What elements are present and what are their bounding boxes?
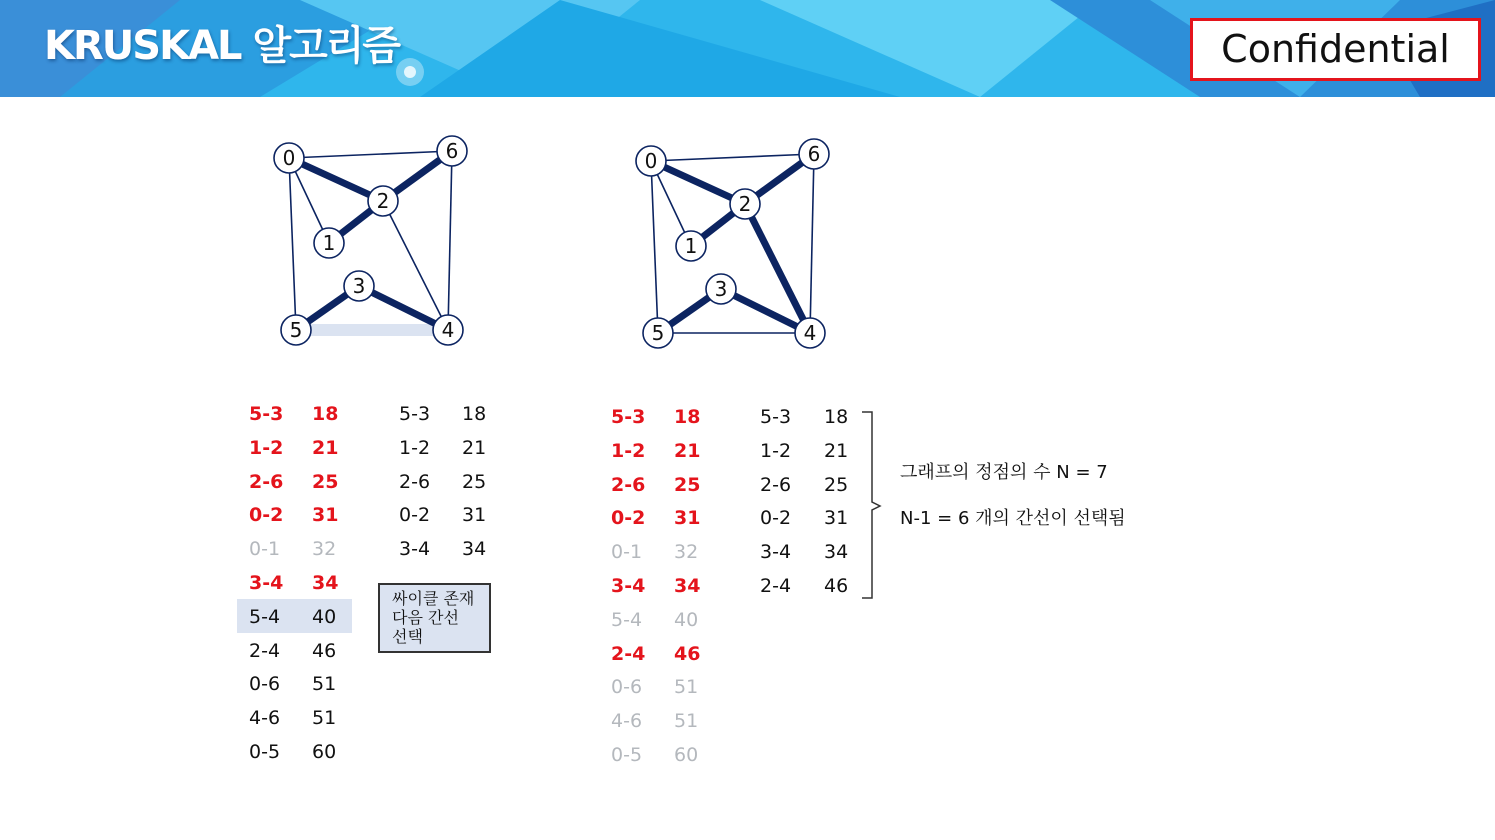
- edge-label: 4-6: [611, 710, 643, 733]
- edge-0-6: [651, 154, 814, 161]
- node-label-1: 1: [684, 234, 698, 258]
- right-bracket: [860, 410, 886, 602]
- edge-weight: 31: [674, 507, 701, 530]
- edge-weight: 21: [824, 439, 849, 462]
- edge-6-4: [810, 154, 814, 333]
- cycle-note-line: 다음 간선: [392, 608, 459, 627]
- edge-weight: 40: [674, 608, 699, 631]
- edge-label: 4-6: [249, 707, 281, 730]
- edge-weight: 25: [824, 473, 849, 496]
- edge-label: 0-2: [249, 504, 284, 527]
- node-label-3: 3: [714, 277, 728, 301]
- edge-weight: 21: [674, 439, 701, 462]
- edge-0-6: [289, 151, 452, 158]
- edge-label: 2-4: [760, 575, 792, 597]
- edge-weight: 18: [462, 403, 487, 425]
- edge-weight: 51: [312, 673, 337, 696]
- node-label-5: 5: [651, 321, 665, 345]
- edge-weight: 34: [674, 575, 701, 597]
- edge-label: 0-2: [399, 504, 431, 527]
- node-label-1: 1: [322, 231, 336, 255]
- edge-label: 0-5: [249, 741, 281, 763]
- edge-label: 5-4: [249, 605, 281, 628]
- edge-label: 3-4: [249, 572, 284, 594]
- edge-weight: 46: [674, 642, 701, 665]
- page-title: KRUSKAL 알고리즘: [44, 23, 400, 69]
- vertex-count-text: 그래프의 정점의 수 N = 7: [900, 462, 1108, 483]
- edge-weight: 51: [674, 676, 699, 699]
- confidential-label: Confidential: [1190, 18, 1481, 81]
- edge-weight: 51: [312, 707, 337, 730]
- node-label-0: 0: [282, 146, 296, 170]
- edge-label: 0-2: [611, 507, 646, 530]
- edge-weight: 34: [824, 541, 849, 564]
- edge-label: 1-2: [249, 436, 284, 459]
- edge-6-4: [448, 151, 452, 330]
- cycle-note-line: 싸이클 존재: [392, 589, 475, 608]
- node-label-6: 6: [445, 139, 459, 163]
- node-label-5: 5: [289, 318, 303, 342]
- edge-weight: 60: [674, 744, 699, 766]
- edge-label: 3-4: [611, 575, 646, 597]
- edge-label: 2-4: [249, 639, 281, 662]
- edge-weight: 32: [312, 538, 337, 561]
- edge-weight: 31: [462, 504, 487, 527]
- edge-weight: 40: [312, 605, 337, 628]
- edge-weight: 21: [462, 436, 487, 459]
- edge-label: 5-3: [399, 403, 431, 425]
- edge-label: 3-4: [760, 541, 792, 564]
- edge-weight: 25: [462, 470, 487, 493]
- cycle-note: [378, 583, 491, 653]
- edge-weight: 21: [312, 436, 339, 459]
- edge-weight: 51: [674, 710, 699, 733]
- edge-label: 2-6: [249, 470, 284, 493]
- node-label-0: 0: [644, 149, 658, 173]
- edge-0-5: [289, 158, 296, 330]
- edge-label: 5-4: [611, 608, 643, 631]
- edge-weight: 46: [824, 575, 849, 597]
- node-label-2: 2: [738, 192, 752, 216]
- edge-label: 1-2: [611, 439, 646, 462]
- node-label-2: 2: [376, 189, 390, 213]
- node-label-4: 4: [803, 321, 817, 345]
- node-label-3: 3: [352, 274, 366, 298]
- edge-0-5: [651, 161, 658, 333]
- edge-label: 5-3: [611, 406, 646, 428]
- edge-label: 0-2: [760, 507, 792, 530]
- node-label-4: 4: [441, 318, 455, 342]
- edge-weight: 31: [824, 507, 849, 530]
- node-label-6: 6: [807, 142, 821, 166]
- edge-label: 2-6: [399, 470, 431, 493]
- edge-label: 0-6: [611, 676, 643, 699]
- edge-label: 0-1: [611, 541, 643, 564]
- edge-weight: 18: [674, 406, 701, 428]
- edge-weight: 34: [462, 538, 487, 561]
- edge-weight: 31: [312, 504, 339, 527]
- edge-weight: 60: [312, 741, 337, 763]
- edge-weight: 32: [674, 541, 699, 564]
- edge-label: 0-1: [249, 538, 281, 561]
- edge-label: 2-6: [611, 473, 646, 496]
- edge-weight: 18: [824, 406, 849, 428]
- edge-weight: 18: [312, 403, 339, 425]
- edge-weight: 34: [312, 572, 339, 594]
- edge-label: 2-4: [611, 642, 646, 665]
- edge-label: 1-2: [760, 439, 792, 462]
- edge-label: 0-5: [611, 744, 643, 766]
- cycle-note-line: 선택: [392, 627, 423, 646]
- edge-weight: 46: [312, 639, 337, 662]
- edge-weight: 25: [312, 470, 339, 493]
- edge-label: 5-3: [249, 403, 284, 425]
- edge-label: 0-6: [249, 673, 281, 696]
- edge-label: 2-6: [760, 473, 792, 496]
- edge-label: 1-2: [399, 436, 431, 459]
- edge-label: 5-3: [760, 406, 792, 428]
- edge-weight: 25: [674, 473, 701, 496]
- left-graph: [260, 125, 480, 355]
- edge-label: 3-4: [399, 538, 431, 561]
- edge-count-text: N-1 = 6 개의 간선이 선택됨: [900, 508, 1126, 529]
- right-graph: [622, 128, 842, 358]
